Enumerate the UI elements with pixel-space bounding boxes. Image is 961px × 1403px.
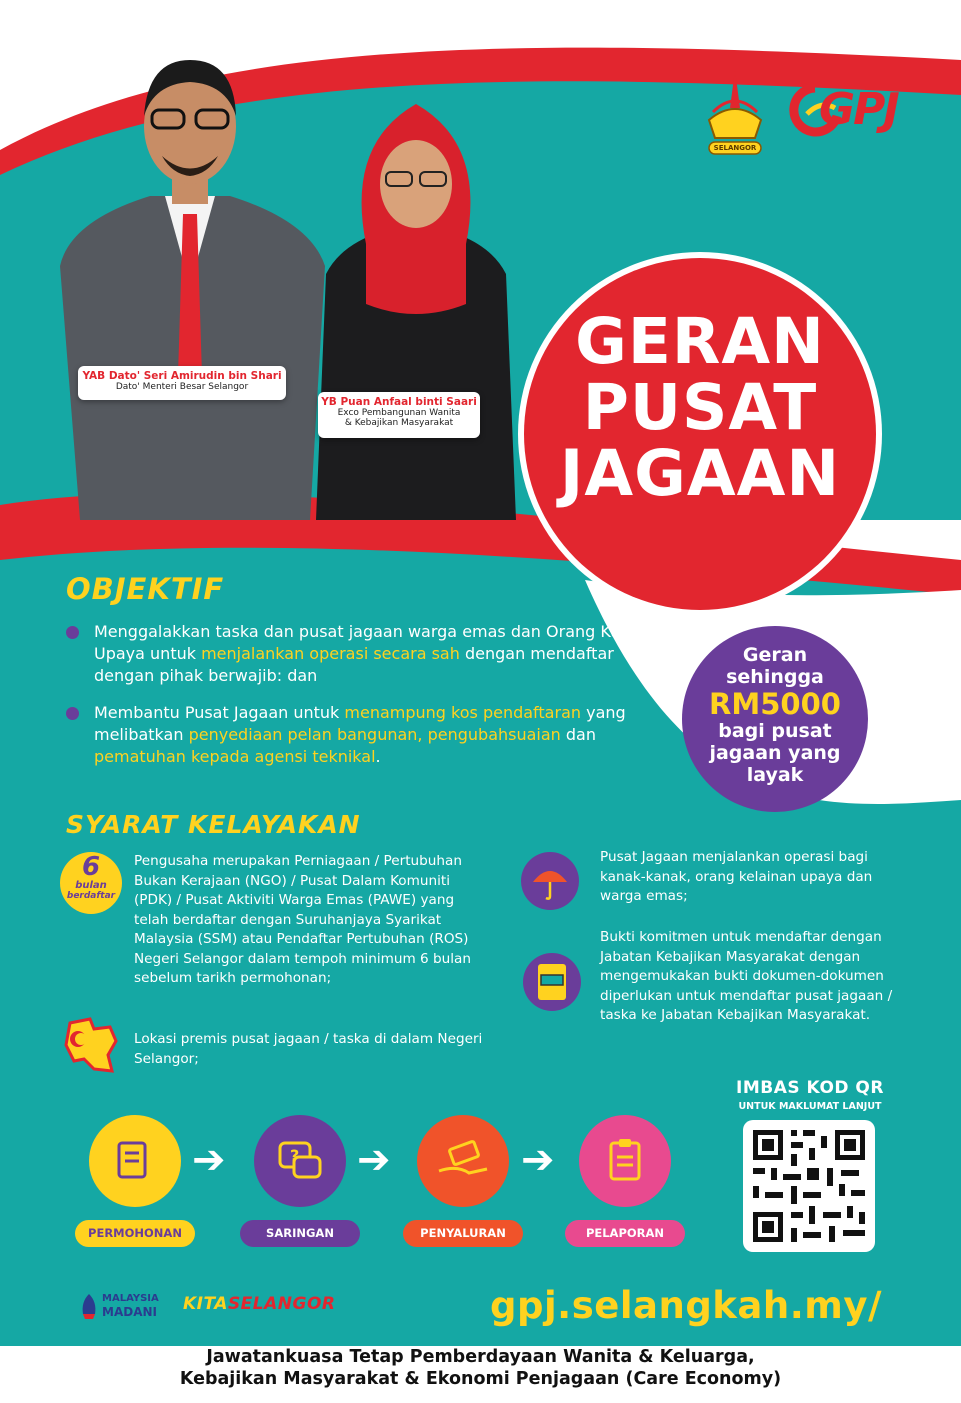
six-months-badge (60, 852, 122, 914)
woman-role-1: Exco Pembangunan Wanita (337, 408, 461, 418)
bullet-1 (66, 626, 79, 639)
or-text: OR (306, 1294, 336, 1314)
grant-amount: RM5000 (709, 687, 841, 721)
step-3-label: PENYALURAN (403, 1220, 523, 1247)
title-line-1: GERAN (575, 305, 825, 378)
gpj-logo (785, 80, 925, 140)
woman-name: YB Puan Anfaal binti Saari (321, 396, 477, 408)
footer-line-1: Jawatankuasa Tetap Pemberdayaan Wanita & Keluarga, (206, 1347, 755, 1367)
step-2-circle (254, 1115, 346, 1207)
selang-text: SELANG (227, 1294, 307, 1314)
grant-line-1: Geran (742, 644, 808, 666)
requirement-1: Pengusaha merupakan Perniagaan / Pertubuhan Bukan Kerajaan (NGO) / Pusat Dalam Komuniti (PDK) / Pusat Aktiviti Warga Emas (PAWE) yang telah berdaftar dengan Suruhanjaya Syarikat Malaysia (SSM) atau Pendaftar Pertubuhan (ROS) Negeri Selangor dalam tempoh minimum 6 bulan sebelum tarikh permohonan; (134, 853, 471, 986)
form-icon (89, 1115, 181, 1207)
step-1-label: PERMOHONAN (75, 1220, 195, 1247)
obj2-text-f: pematuhan kepada agensi teknikal (94, 747, 376, 766)
portrait-man (40, 46, 340, 520)
grant-line-2: sehingga (726, 666, 824, 688)
footer (0, 1346, 961, 1390)
obj2-text-b: menampung kos pendaftaran (344, 703, 582, 722)
requirement-3: Pusat Jagaan menjalankan operasi bagi kanak-kanak, orang kelainan upaya dan warga emas; (600, 849, 873, 904)
step-4-label: PELAPORAN (565, 1220, 685, 1247)
footer-line-2: Kebajikan Masyarakat & Ekonomi Penjagaan (Care Economy) (179, 1369, 782, 1389)
selangor-map-icon (60, 1015, 126, 1075)
badge-number: 6 (81, 852, 101, 882)
objektif-heading: OBJEKTIF (66, 572, 225, 606)
umbrella-icon (521, 852, 579, 910)
qr-code[interactable] (743, 1120, 875, 1252)
caption-man (78, 366, 286, 400)
kita-text: KITA (183, 1294, 228, 1314)
obj1-text-a: Menggalakkan taska dan pusat jagaan warga emas dan Orang Kurang Upaya untuk (94, 622, 657, 663)
syarat-heading: SYARAT KELAYAKAN (66, 810, 361, 839)
bullet-2 (66, 707, 79, 720)
objektif-item-1 (94, 621, 664, 687)
badge-line-1: bulan (75, 880, 107, 891)
madani-line-2: MADANI (102, 1305, 157, 1319)
obj2-text-c: yang melibatkan (94, 703, 626, 744)
step-1-circle (89, 1115, 181, 1207)
obj2-text-e: dan (560, 725, 596, 744)
step-4-circle (579, 1115, 671, 1207)
malaysia-madani-logo (79, 1290, 175, 1326)
obj1-text-b: menjalankan operasi secara sah (201, 644, 460, 663)
badge-line-2: berdaftar (66, 891, 116, 901)
grant-line-5: layak (746, 764, 804, 786)
objektif-item-2 (94, 702, 664, 768)
chat-question-icon (254, 1115, 346, 1207)
grant-line-3: bagi pusat (718, 720, 832, 742)
caption-woman (318, 392, 480, 438)
svg-text:?: ? (290, 1146, 300, 1165)
madani-line-1: MALAYSIA (102, 1293, 159, 1304)
woman-role-2: & Kebajikan Masyarakat (344, 418, 454, 428)
obj2-text-d: penyediaan pelan bangunan, pengubahsuaian (188, 725, 561, 744)
grant-circle (682, 626, 868, 812)
crest-label: SELANGOR (713, 144, 757, 152)
requirement-2: Lokasi premis pusat jagaan / taska di dalam Negeri Selangor; (134, 1031, 483, 1067)
qr-title: IMBAS KOD QR (736, 1078, 884, 1098)
title-line-2: PUSAT (582, 371, 818, 444)
man-name: YAB Dato' Seri Amirudin bin Shari (82, 370, 282, 382)
money-hand-icon (417, 1115, 509, 1207)
arrow-1: ➔ (192, 1137, 226, 1183)
title-circle (524, 258, 876, 610)
requirement-4: Bukti komitmen untuk mendaftar dengan Jabatan Kebajikan Masyarakat dengan mengemukakan bukti dokumen-dokumen diperlukan untuk mendaftar pusat jagaan / taska ke Jabatan Kebajikan Masyarakat. (600, 929, 893, 1023)
obj1-text-c: dengan mendaftar dengan pihak berwajib: dan (94, 644, 614, 685)
portrait-woman (306, 84, 526, 520)
selangor-crest-logo (695, 68, 775, 160)
man-role: Dato' Menteri Besar Selangor (115, 382, 249, 392)
grant-line-4: jagaan yang (709, 742, 841, 764)
gpj-text: GPJ (819, 84, 898, 135)
obj2-text-a: Membantu Pusat Jagaan untuk (94, 703, 345, 722)
arrow-3: ➔ (521, 1137, 555, 1183)
obj2-text-g: . (375, 747, 381, 766)
qr-code-icon (743, 1120, 875, 1252)
website-url[interactable]: gpj.selangkah.my/ (490, 1284, 882, 1327)
document-icon (523, 953, 581, 1011)
step-3-circle (417, 1115, 509, 1207)
arrow-2: ➔ (357, 1137, 391, 1183)
qr-subtitle: UNTUK MAKLUMAT LANJUT (738, 1101, 882, 1112)
title-line-3: JAGAAN (559, 437, 841, 510)
clipboard-icon (579, 1115, 671, 1207)
step-2-label: SARINGAN (240, 1220, 360, 1247)
kita-selangor-logo (183, 1294, 336, 1314)
